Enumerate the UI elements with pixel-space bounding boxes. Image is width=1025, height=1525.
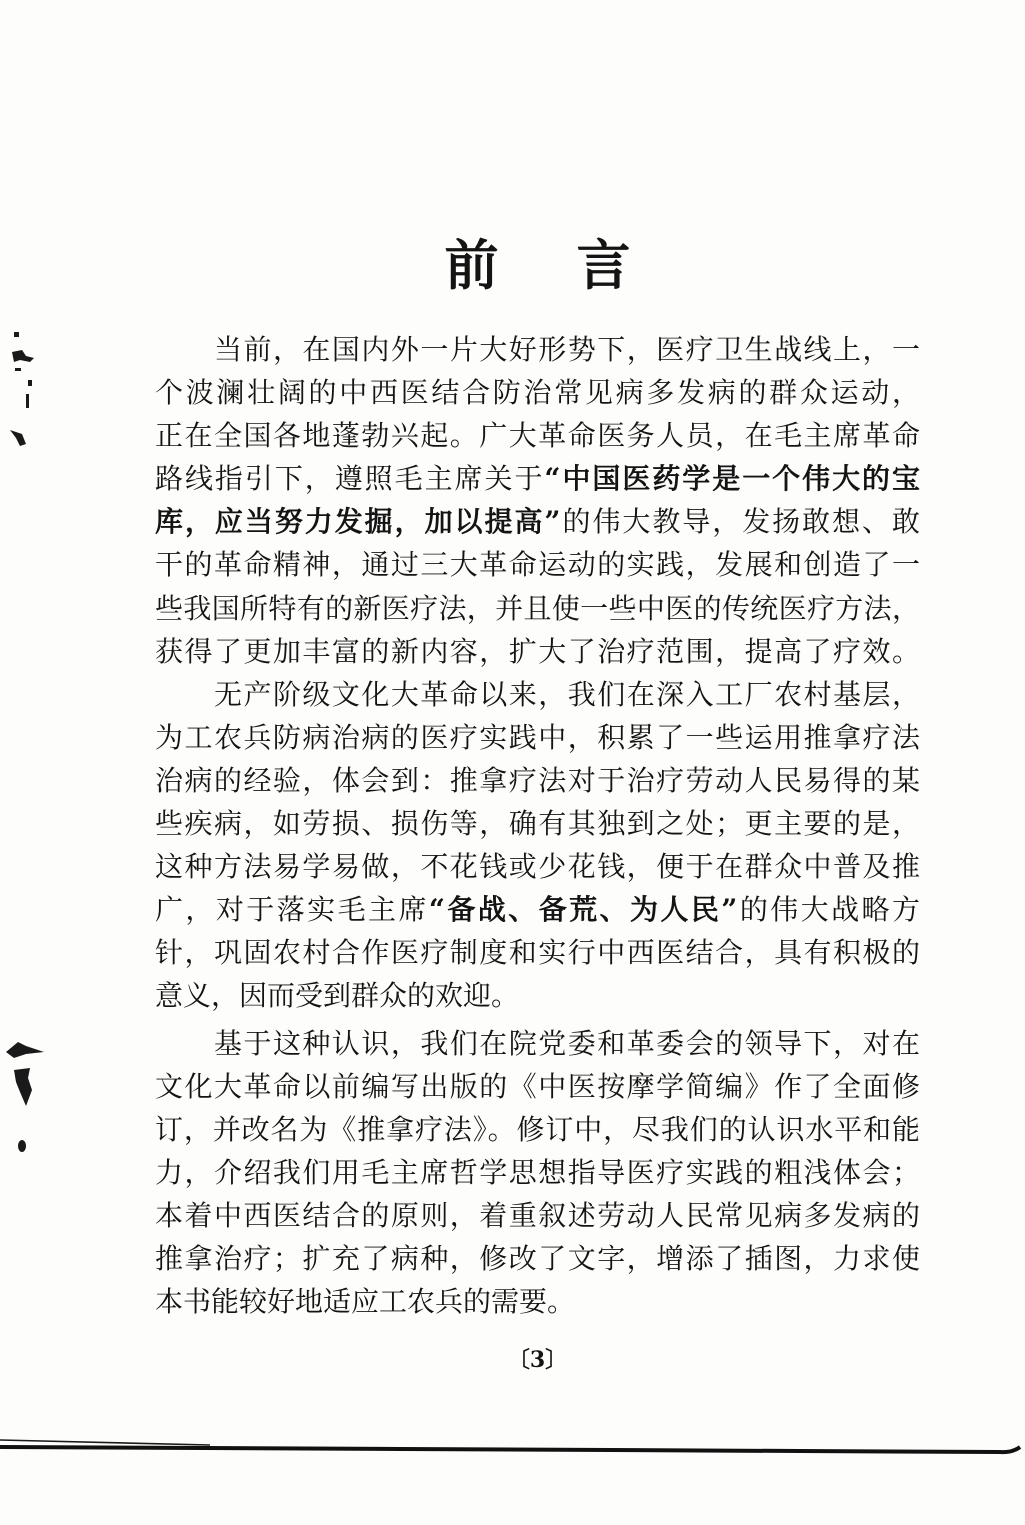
text-run: 为工农兵防病治病的医疗实践中，积累了一些运用推拿疗法 bbox=[155, 720, 920, 754]
bold-text: 库，应当努力发掘，加以提高” bbox=[155, 505, 561, 539]
text-run: 无产阶级文化大革命以来，我们在深入工厂农村基层， bbox=[214, 677, 920, 711]
text-line bbox=[155, 673, 920, 716]
text-line bbox=[155, 1194, 920, 1237]
page-number: 〔3〕 bbox=[507, 1347, 568, 1373]
thick-rule-line bbox=[0, 1447, 1020, 1452]
text-run: 获得了更加丰富的新内容，扩大了治疗范围，提高了疗效。 bbox=[155, 634, 920, 668]
scan-speck bbox=[26, 394, 29, 408]
paragraph bbox=[155, 1022, 920, 1324]
scan-speck bbox=[6, 1042, 44, 1058]
text-run: 订，并改名为《推拿疗法》。修订中，尽我们的认识水平和能 bbox=[155, 1112, 920, 1146]
text-line bbox=[155, 716, 920, 759]
text-line bbox=[155, 802, 920, 845]
text-run: 文化大革命以前编写出版的《中医按摩学简编》作了全面修 bbox=[155, 1069, 920, 1103]
text-line bbox=[155, 1280, 920, 1323]
text-run: 这种方法易学易做，不花钱或少花钱，便于在群众中普及推 bbox=[155, 850, 920, 884]
text-line bbox=[155, 587, 920, 630]
text-run: 广，对于落实毛主席 bbox=[155, 893, 429, 927]
paragraph bbox=[155, 673, 920, 1018]
text-line bbox=[155, 1151, 920, 1194]
text-line bbox=[155, 974, 920, 1017]
text-run: 当前，在国内外一片大好形势下，医疗卫生战线上，一 bbox=[214, 333, 920, 366]
text-run: 路线指引下，遵照毛主席关于 bbox=[155, 462, 545, 496]
scan-speck bbox=[14, 1068, 32, 1106]
text-run: 意义，因而受到群众的欢迎。 bbox=[155, 979, 520, 1013]
scan-speck bbox=[15, 368, 21, 371]
bottom-rule bbox=[0, 1425, 1025, 1475]
text-line bbox=[155, 845, 920, 888]
text-run: 个波澜壮阔的中西医结合防治常见病多发病的群众运动， bbox=[155, 376, 920, 410]
text-line bbox=[155, 1022, 920, 1065]
scan-speck-marks-lower bbox=[0, 1030, 60, 1160]
scan-speck bbox=[14, 332, 19, 337]
text-run: 些我国所特有的新医疗法，并且使一些中医的传统医疗方法， bbox=[155, 591, 920, 625]
text-line bbox=[155, 371, 920, 414]
text-run: 些疾病，如劳损、损伤等，确有其独到之处；更主要的是， bbox=[155, 807, 920, 841]
scan-speck bbox=[10, 430, 26, 446]
page-title: 前言 bbox=[444, 233, 709, 297]
scan-speck bbox=[12, 350, 34, 362]
text-line bbox=[155, 888, 920, 931]
scan-speck bbox=[18, 1140, 26, 1152]
scan-speck bbox=[28, 380, 32, 386]
body-text bbox=[155, 328, 920, 1323]
paragraph bbox=[155, 328, 920, 673]
text-line bbox=[155, 500, 920, 543]
text-run: 的伟大教导，发扬敢想、敢 bbox=[560, 505, 920, 539]
text-run: 本着中西医结合的原则，着重叙述劳动人民常见病多发病的 bbox=[155, 1198, 920, 1232]
text-line bbox=[155, 931, 920, 974]
text-line bbox=[155, 1065, 920, 1108]
text-line bbox=[155, 1108, 920, 1151]
text-line bbox=[155, 543, 920, 586]
scan-speck-marks-upper bbox=[0, 320, 60, 460]
text-run: 的伟大战略方 bbox=[737, 893, 920, 927]
thin-rule-line bbox=[0, 1440, 210, 1445]
text-line bbox=[155, 630, 920, 673]
text-run: 力，介绍我们用毛主席哲学思想指导医疗实践的粗浅体会； bbox=[155, 1155, 920, 1189]
text-line bbox=[155, 1237, 920, 1280]
text-line bbox=[155, 759, 920, 802]
text-run: 干的革命精神，通过三大革命运动的实践，发展和创造了一 bbox=[155, 548, 920, 582]
text-run: 治病的经验，体会到：推拿疗法对于治疗劳动人民易得的某 bbox=[155, 763, 920, 797]
text-line bbox=[155, 457, 920, 500]
bold-text: “备战、备荒、为人民” bbox=[428, 893, 738, 927]
text-line bbox=[155, 414, 920, 457]
bold-text: “中国医药学是一个伟大的宝 bbox=[544, 462, 920, 496]
text-run: 推拿治疗；扩充了病种，修改了文字，增添了插图，力求使 bbox=[155, 1241, 920, 1275]
text-run: 正在全国各地蓬勃兴起。广大革命医务人员，在毛主席革命 bbox=[155, 419, 920, 453]
text-run: 本书能较好地适应工农兵的需要。 bbox=[155, 1285, 576, 1319]
text-run: 基于这种认识，我们在院党委和革委会的领导下，对在 bbox=[214, 1026, 920, 1060]
text-run: 针，巩固农村合作医疗制度和实行中西医结合，具有积极的 bbox=[155, 936, 920, 970]
text-line bbox=[155, 328, 920, 371]
